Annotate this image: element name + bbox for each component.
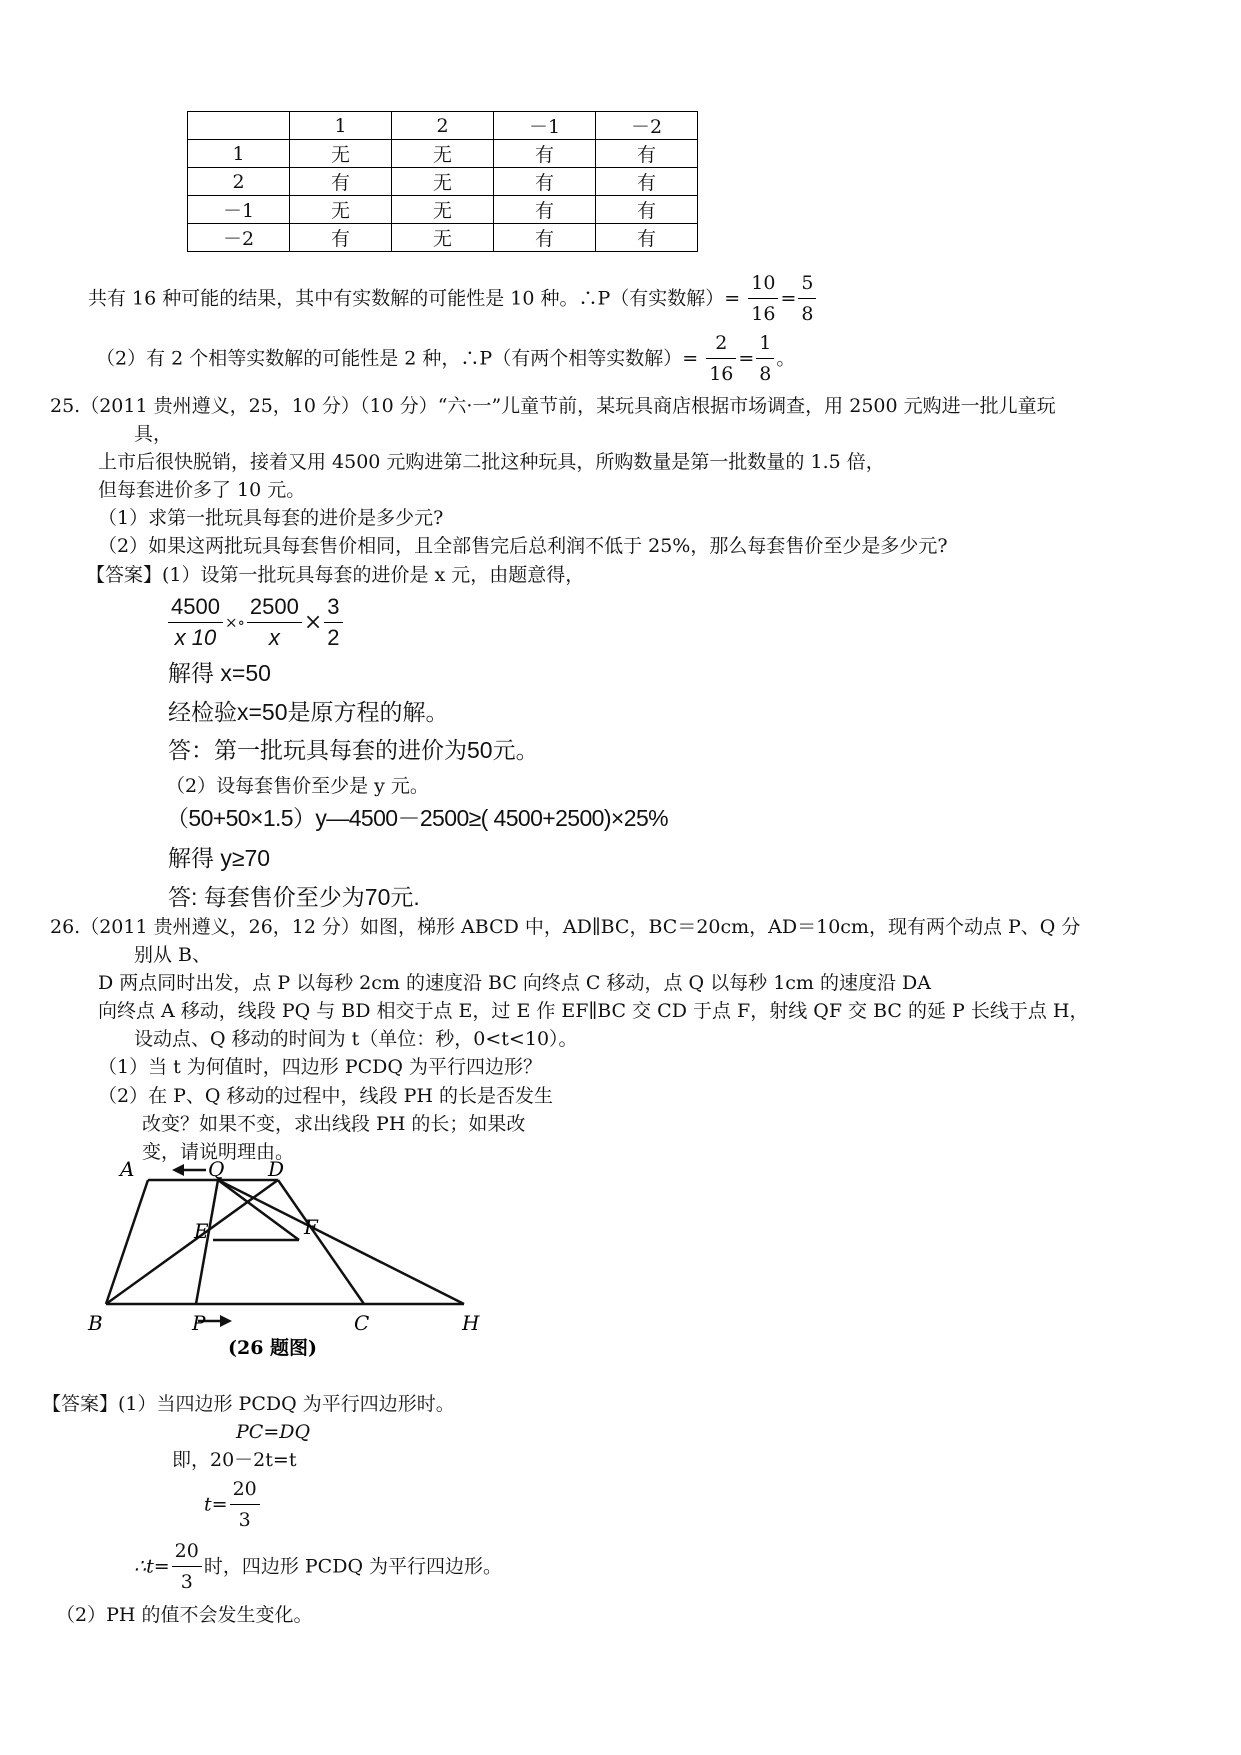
- table-cell: 有: [494, 196, 596, 224]
- table-cell: 无: [392, 196, 494, 224]
- table-cell: 有: [596, 140, 698, 168]
- table-header-row: [188, 112, 698, 140]
- q25-line-1: 25.（2011 贵州遵义，25，10 分）（10 分）“六·一”儿童节前，某玩具商店根据市场调查，用 2500 元购进一批儿童玩: [50, 395, 1056, 417]
- table-row: [188, 168, 698, 196]
- equals-sign: =: [738, 347, 755, 370]
- fraction-denominator: 8: [759, 363, 772, 385]
- operator: ×: [303, 610, 323, 635]
- q25-answer-1: 答：第一批玩具每套的进价为50元。: [168, 737, 539, 763]
- q26-answer-t-value: [204, 1474, 262, 1535]
- q25-solve-1: 解得 x=50: [168, 660, 271, 686]
- table-cell: －2: [596, 112, 698, 140]
- figure-lines: [106, 1180, 464, 1304]
- label-F: F: [304, 1215, 318, 1239]
- table-cell: 有: [596, 224, 698, 252]
- table-cell: 无: [392, 224, 494, 252]
- table-cell: 有: [494, 140, 596, 168]
- table-cell: 有: [494, 224, 596, 252]
- fraction-numerator: 3: [324, 592, 342, 623]
- q25-sub-1: （1）求第一批玩具每套的进价是多少元?: [98, 507, 444, 529]
- label-P: P: [192, 1311, 206, 1335]
- q25-sub-2: （2）如果这两批玩具每套售价相同，且全部售完后总利润不低于 25%，那么每套售价至少是多少元?: [98, 535, 948, 557]
- table-cell: 有: [290, 168, 392, 196]
- segment-QF: [218, 1180, 299, 1240]
- table-cell: 有: [290, 224, 392, 252]
- trapezoid-figure: [80, 1158, 490, 1358]
- fraction-denominator: 8: [801, 303, 814, 325]
- t-lhs: t=: [204, 1493, 228, 1516]
- label-C: C: [354, 1311, 370, 1335]
- fraction-numerator: 20: [172, 1536, 202, 1567]
- fraction: [324, 592, 342, 653]
- table-cell: 无: [392, 140, 494, 168]
- q26-answer-pc-dq: PC=DQ: [236, 1421, 311, 1443]
- arrow-q: [172, 1164, 206, 1176]
- fraction-denominator: 16: [709, 363, 734, 385]
- fraction-numerator: 5: [798, 268, 816, 299]
- q25-answer-intro: 【答案】(1）设第一批玩具每套的进价是 x 元，由题意得，: [86, 564, 585, 586]
- table-cell: 1: [188, 140, 290, 168]
- q25-equation: [166, 592, 345, 653]
- fraction: [756, 328, 774, 389]
- fraction: [172, 1536, 202, 1597]
- probability-line-1: [88, 268, 818, 329]
- q26-line-1: 26.（2011 贵州遵义，26，12 分）如图，梯形 ABCD 中，AD∥BC，BC＝20cm，AD＝10cm，现有两个动点 P、Q 分: [50, 916, 1081, 938]
- equals-sign: =: [780, 287, 797, 310]
- period: 。: [776, 347, 796, 370]
- q26-line-3b: 设动点、Q 移动的时间为 t（单位：秒，0<t<10）。: [134, 1028, 578, 1050]
- q26-sub-1: （1）当 t 为何值时，四边形 PCDQ 为平行四边形？: [98, 1056, 543, 1078]
- segment-DC: [278, 1180, 364, 1304]
- probability-text: 共有 16 种可能的结果，其中有实数解的可能性是 10 种。∴P（有实数解）=: [88, 287, 741, 310]
- table-cell: 无: [290, 196, 392, 224]
- label-B: B: [88, 1311, 103, 1335]
- q26-sub-2a: （2）在 P、Q 移动的过程中，线段 PH 的长是否发生: [98, 1085, 553, 1107]
- t-lhs: ∴t=: [134, 1555, 170, 1578]
- fraction-numerator: 1: [756, 328, 774, 359]
- table-cell: －1: [188, 196, 290, 224]
- q25-line-1b: 具，: [134, 423, 173, 445]
- table-cell: －1: [494, 112, 596, 140]
- fraction: [798, 268, 816, 329]
- q26-sub-2c: 变，请说明理由。: [142, 1141, 295, 1163]
- q25-answer-2: 答: 每套售价至少为70元.: [168, 884, 420, 910]
- q26-line-3: 向终点 A 移动，线段 PQ 与 BD 相交于点 E，过 E 作 EF∥BC 交 CD 于点 F，射线 QF 交 BC 的延 P 长线于点 H，: [98, 1000, 1089, 1022]
- conclusion-text: 时，四边形 PCDQ 为平行四边形。: [203, 1555, 503, 1578]
- table-cell: 有: [494, 168, 596, 196]
- table-cell: 2: [188, 168, 290, 196]
- fraction-denominator: 16: [751, 303, 776, 325]
- fraction: [230, 1474, 260, 1535]
- table-cell: 有: [596, 196, 698, 224]
- q25-part-2: （2）设每套售价至少是 y 元。: [166, 775, 429, 797]
- q25-check: 经检验x=50是原方程的解。: [168, 699, 449, 725]
- label-Q: Q: [208, 1158, 225, 1181]
- table-cell: [188, 112, 290, 140]
- fraction: [706, 328, 736, 389]
- table-row: [188, 224, 698, 252]
- table-row: [188, 140, 698, 168]
- label-D: D: [268, 1158, 285, 1181]
- figure-caption: (26 题图): [228, 1337, 318, 1358]
- q26-answer-intro: 【答案】(1）当四边形 PCDQ 为平行四边形时。: [42, 1393, 455, 1415]
- table-cell: 2: [392, 112, 494, 140]
- label-H: H: [462, 1311, 480, 1335]
- fraction-numerator: 20: [230, 1474, 260, 1505]
- fraction-denominator: 2: [327, 625, 340, 650]
- label-E: E: [194, 1219, 209, 1243]
- q26-answer-equation: 即，20－2t=t: [172, 1449, 297, 1471]
- q25-solve-2: 解得 y≥70: [168, 845, 271, 871]
- q26-answer-part-2: （2）PH 的值不会发生变化。: [56, 1604, 313, 1626]
- fraction-denominator: x: [268, 625, 280, 650]
- table-cell: 无: [290, 140, 392, 168]
- q26-line-2: D 两点同时出发，点 P 以每秒 2cm 的速度沿 BC 向终点 C 移动，点 Q 以每秒 1cm 的速度沿 DA: [98, 972, 931, 994]
- fraction: [748, 268, 778, 329]
- fraction-numerator: 2500: [247, 592, 302, 623]
- fraction-denominator: 3: [180, 1571, 193, 1593]
- fraction-numerator: 2: [706, 328, 736, 359]
- probability-text: （2）有 2 个相等实数解的可能性是 2 种，∴P（有两个相等实数解）=: [96, 347, 699, 370]
- label-A: A: [120, 1158, 135, 1181]
- fraction-denominator: x 10: [174, 625, 217, 650]
- fraction: [247, 592, 302, 653]
- outcome-table: [187, 111, 698, 252]
- ray-QH: [218, 1180, 464, 1304]
- segment-AB: [106, 1180, 148, 1304]
- fraction-numerator: 4500: [168, 592, 223, 623]
- table-cell: 有: [596, 168, 698, 196]
- table-cell: 无: [392, 168, 494, 196]
- table-cell: －2: [188, 224, 290, 252]
- probability-line-2: [96, 328, 795, 389]
- table-cell: 1: [290, 112, 392, 140]
- q25-inequality: （50+50×1.5）y—4500－2500≥( 4500+2500)×25%: [166, 805, 668, 831]
- fraction-numerator: 10: [748, 268, 778, 299]
- q26-sub-2b: 改变？如果不变，求出线段 PH 的长；如果改: [142, 1113, 526, 1135]
- table-row: [188, 196, 698, 224]
- q26-line-1b: 别从 B、: [134, 944, 212, 966]
- q26-answer-conclusion: [134, 1536, 502, 1597]
- fraction-denominator: 3: [238, 1509, 251, 1531]
- fraction: [168, 592, 223, 653]
- q25-line-2: 上市后很快脱销，接着又用 4500 元购进第二批这种玩具，所购数量是第一批数量的 1.5 倍，: [98, 451, 885, 473]
- operator: ×∘: [224, 613, 245, 632]
- q25-line-3: 但每套进价多了 10 元。: [98, 479, 306, 501]
